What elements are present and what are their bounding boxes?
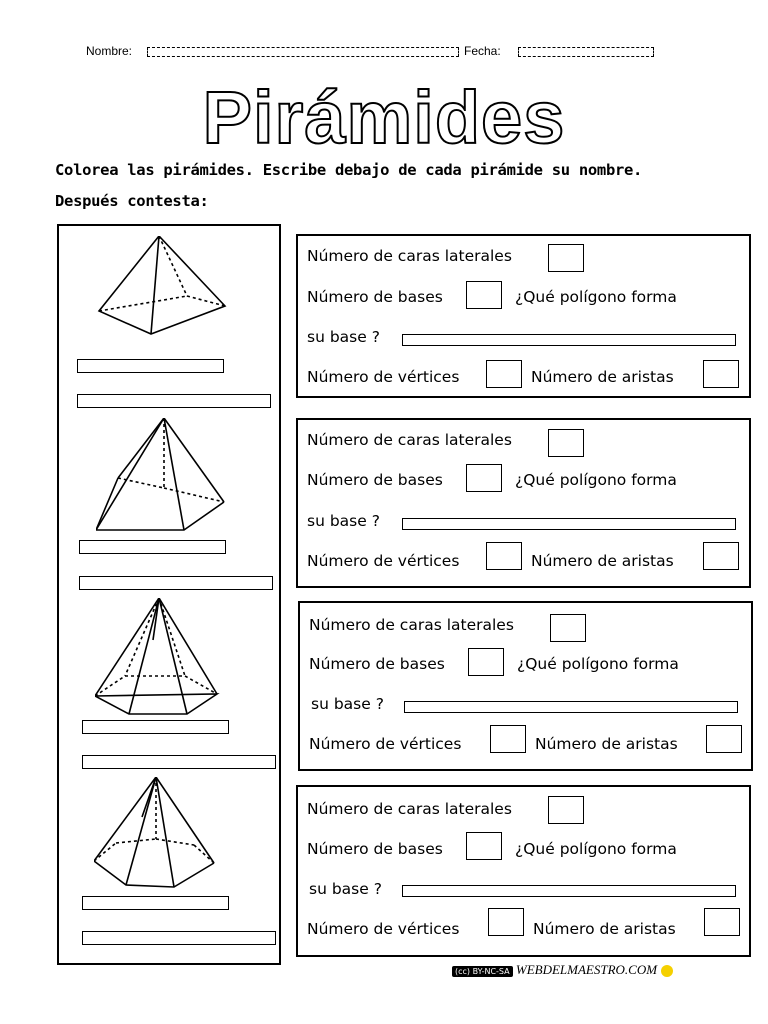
pyramid-2-name-field-a[interactable]	[79, 540, 226, 554]
hexagonal-pyramid-icon	[95, 598, 221, 716]
site-credit: WEBDELMAESTRO.COM	[515, 962, 658, 977]
bases-label: Número de bases	[307, 471, 443, 489]
polygon-question: ¿Qué polígono forma	[515, 840, 677, 858]
name-label: Nombre:	[86, 44, 133, 58]
date-field[interactable]	[518, 47, 654, 57]
date-label: Fecha:	[464, 44, 501, 58]
pyramid-column	[57, 224, 281, 965]
base-polygon-answer[interactable]	[402, 518, 736, 530]
vertices-answer[interactable]	[486, 360, 522, 388]
instruction-line-2: Después contesta:	[55, 192, 209, 210]
polygon-question-cont: su base ?	[311, 695, 384, 713]
edges-label: Número de aristas	[533, 920, 676, 938]
lateral-faces-label: Número de caras laterales	[307, 800, 512, 818]
vertices-label: Número de vértices	[309, 735, 462, 753]
lateral-faces-answer[interactable]	[548, 796, 584, 824]
vertices-label: Número de vértices	[307, 920, 460, 938]
pentagonal-pyramid-icon	[96, 418, 226, 532]
license-badge: (cc) BY-NC-SA	[452, 966, 513, 977]
name-field[interactable]	[147, 47, 459, 57]
footer	[452, 962, 673, 978]
question-box-1	[296, 234, 751, 398]
polygon-question: ¿Qué polígono forma	[517, 655, 679, 673]
bases-label: Número de bases	[307, 288, 443, 306]
pyramid-1-name-field-a[interactable]	[77, 359, 224, 373]
smiley-icon	[661, 965, 673, 977]
base-polygon-answer[interactable]	[404, 701, 738, 713]
vertices-answer[interactable]	[488, 908, 524, 936]
polygon-question-cont: su base ?	[307, 512, 380, 530]
vertices-label: Número de vértices	[307, 552, 460, 570]
question-box-2	[296, 418, 751, 588]
base-polygon-answer[interactable]	[402, 334, 736, 346]
pyramid-1-name-field-b[interactable]	[77, 394, 271, 408]
edges-label: Número de aristas	[531, 552, 674, 570]
instruction-line-1: Colorea las pirámides. Escribe debajo de cada pirámide su nombre.	[55, 161, 643, 179]
lateral-faces-answer[interactable]	[548, 429, 584, 457]
lateral-faces-label: Número de caras laterales	[307, 247, 512, 265]
bases-answer[interactable]	[466, 832, 502, 860]
edges-label: Número de aristas	[531, 368, 674, 386]
lateral-faces-answer[interactable]	[550, 614, 586, 642]
bases-label: Número de bases	[309, 655, 445, 673]
edges-answer[interactable]	[706, 725, 742, 753]
vertices-label: Número de vértices	[307, 368, 460, 386]
question-box-4	[296, 785, 751, 957]
square-pyramid-icon	[97, 236, 227, 348]
license-text: BY-NC-SA	[472, 966, 510, 976]
page-title: Pirámides	[202, 76, 566, 159]
pyramid-4-name-field-a[interactable]	[82, 896, 229, 910]
question-box-3	[298, 601, 753, 771]
edges-answer[interactable]	[704, 908, 740, 936]
lateral-faces-label: Número de caras laterales	[309, 616, 514, 634]
edges-label: Número de aristas	[535, 735, 678, 753]
polygon-question-cont: su base ?	[307, 328, 380, 346]
bases-answer[interactable]	[466, 464, 502, 492]
pyramid-4-name-field-b[interactable]	[82, 931, 276, 945]
bases-answer[interactable]	[466, 281, 502, 309]
pyramid-3-name-field-b[interactable]	[82, 755, 276, 769]
edges-answer[interactable]	[703, 542, 739, 570]
bases-label: Número de bases	[307, 840, 443, 858]
vertices-answer[interactable]	[486, 542, 522, 570]
vertices-answer[interactable]	[490, 725, 526, 753]
heptagonal-pyramid-icon	[94, 777, 220, 891]
pyramid-2-name-field-b[interactable]	[79, 576, 273, 590]
lateral-faces-answer[interactable]	[548, 244, 584, 272]
bases-answer[interactable]	[468, 648, 504, 676]
polygon-question: ¿Qué polígono forma	[515, 288, 677, 306]
base-polygon-answer[interactable]	[402, 885, 736, 897]
lateral-faces-label: Número de caras laterales	[307, 431, 512, 449]
edges-answer[interactable]	[703, 360, 739, 388]
polygon-question: ¿Qué polígono forma	[515, 471, 677, 489]
polygon-question-cont: su base ?	[309, 880, 382, 898]
pyramid-3-name-field-a[interactable]	[82, 720, 229, 734]
